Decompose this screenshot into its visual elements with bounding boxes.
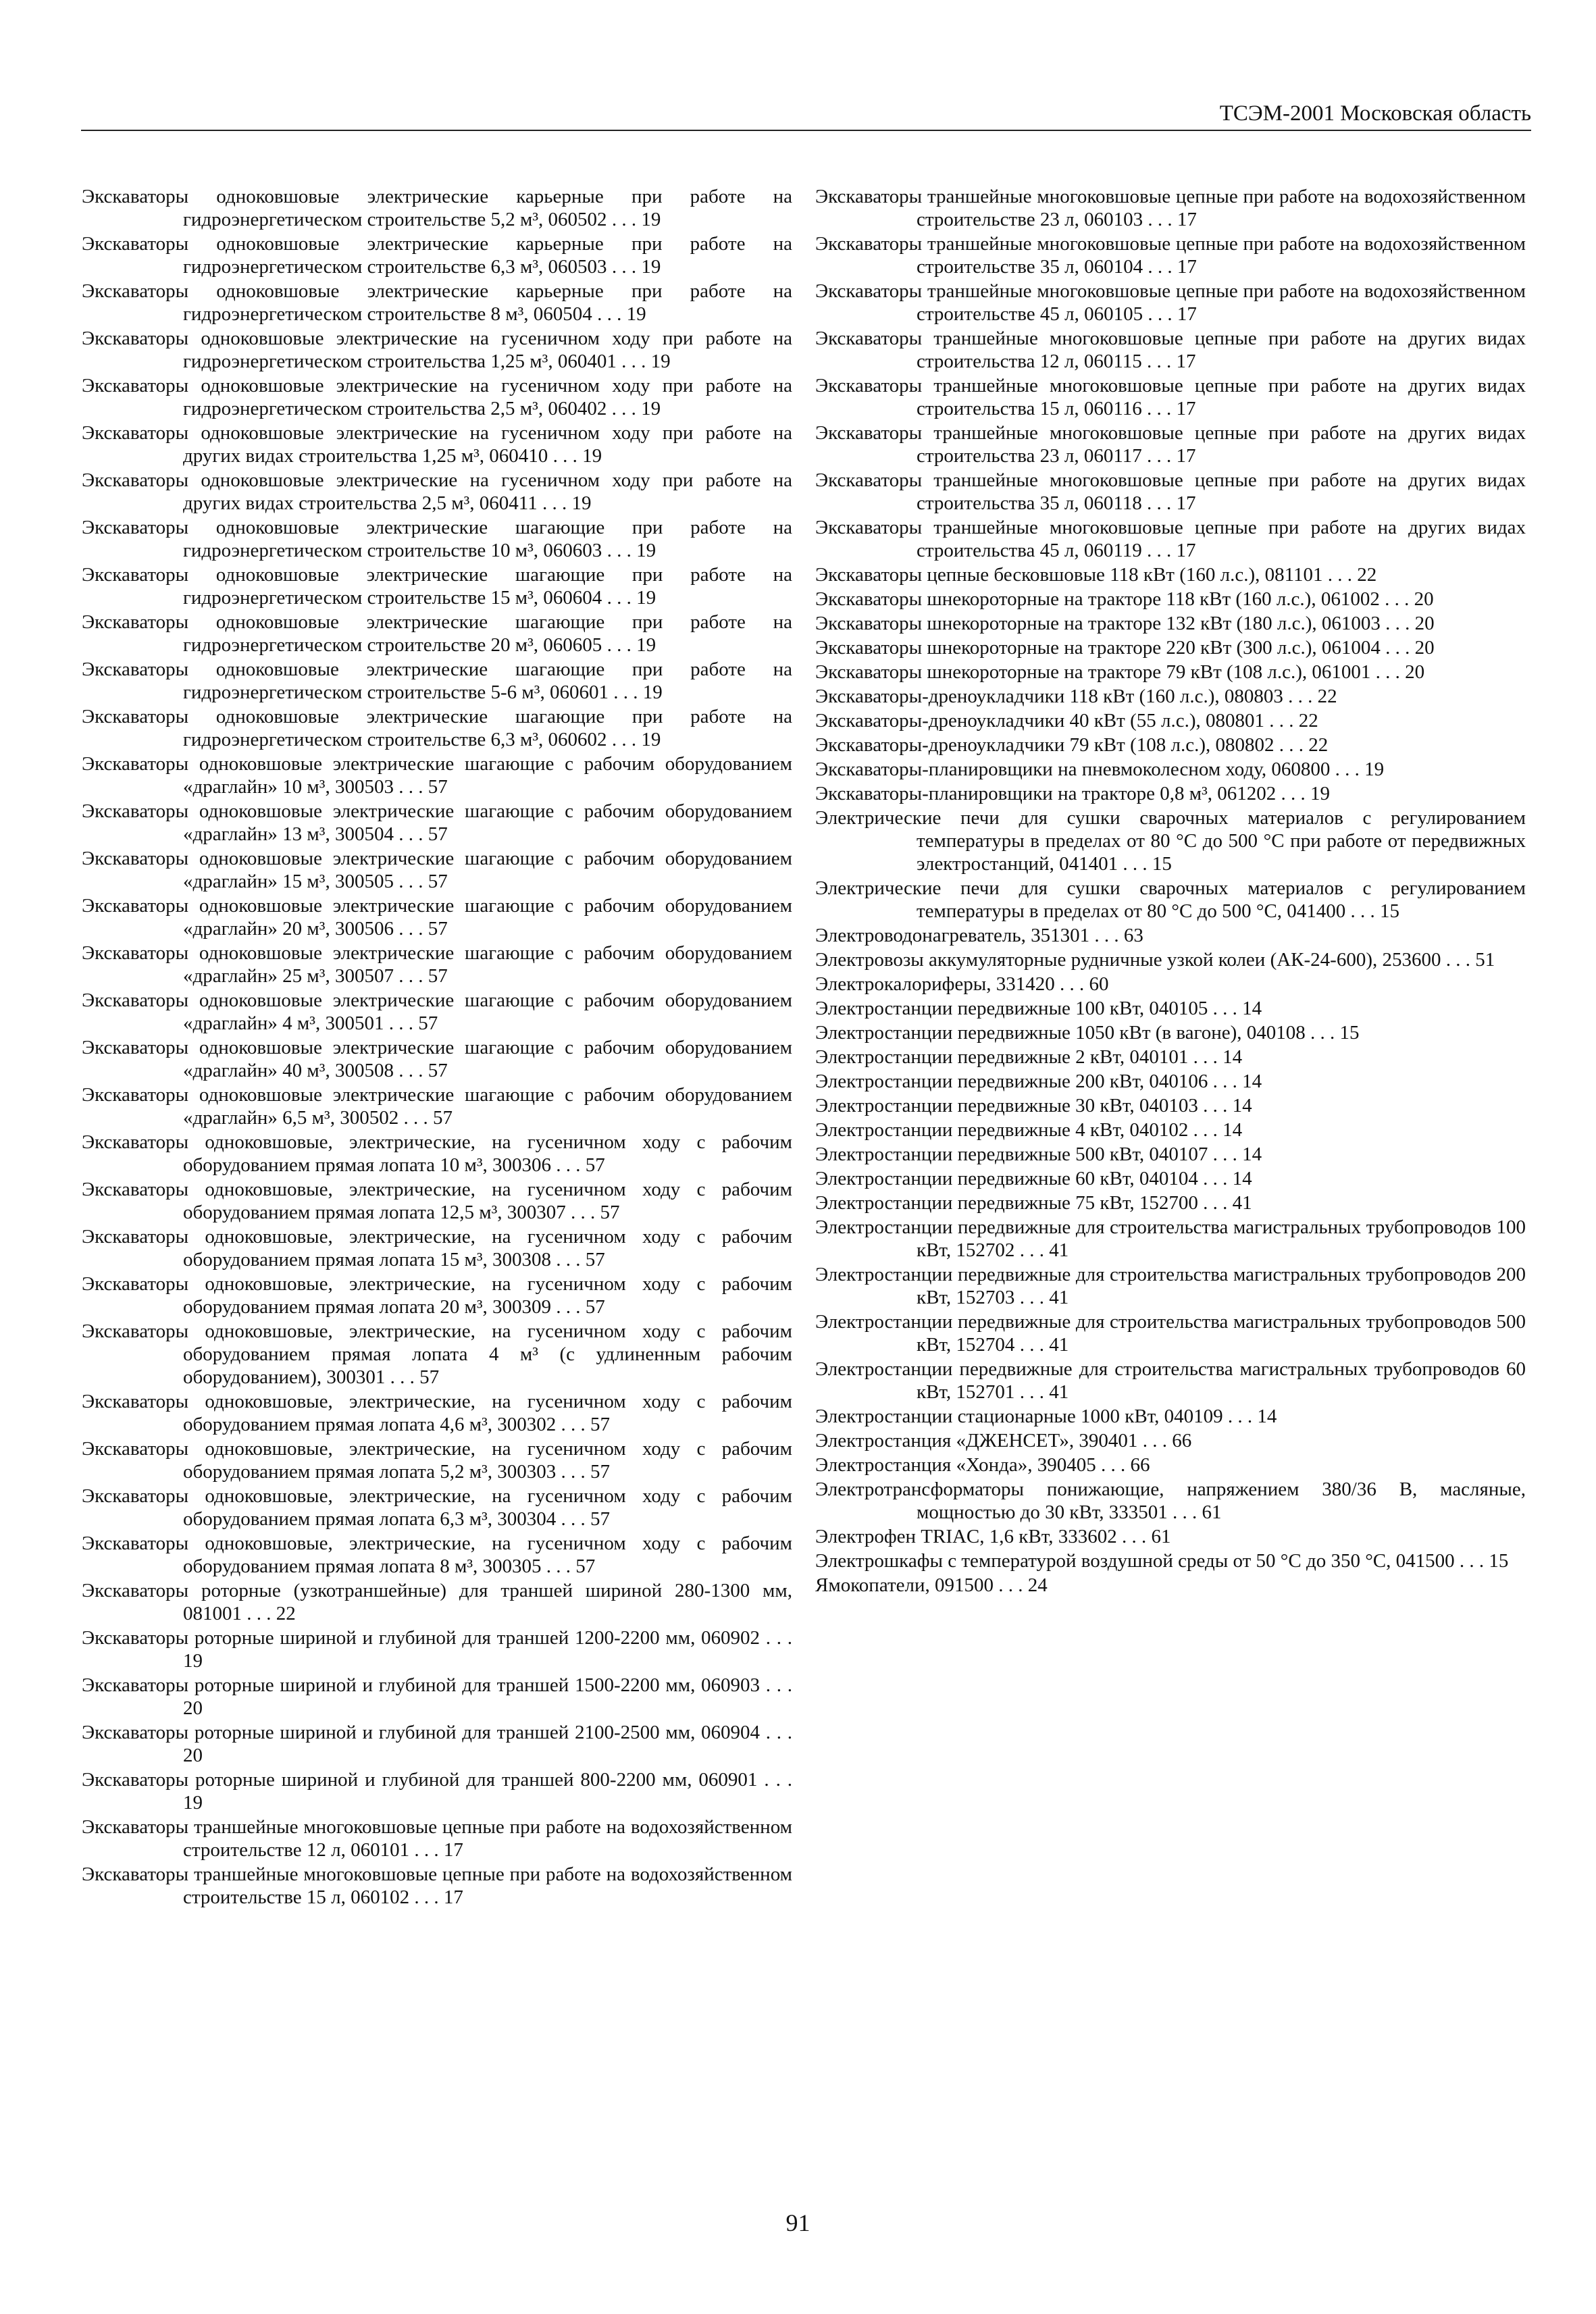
entry-page-ref: 22 [1308,734,1329,756]
index-entry: Электростанции передвижные для строительства магистральных трубопроводов 500 кВт, 152704 . . . 41 [815,1311,1526,1356]
entry-text: Экскаваторы одноковшовые, электрические, на гусеничном ходу с рабочим оборудованием прямая лопата 12,5 м³, 300307 [82,1179,792,1223]
index-entry: Экскаваторы одноковшовые, электрические, на гусеничном ходу с рабочим оборудованием прямая лопата 4,6 м³, 300302 . . . 57 [82,1391,792,1435]
entry-text: Экскаваторы шнекороторные на тракторе 79 кВт (108 л.с.), 061001 [815,661,1371,683]
entry-text: Экскаваторы траншейные многоковшовые цепные при работе на водохозяйственном строительстве 15 л, 060102 [82,1863,792,1908]
entry-page-ref: 57 [590,1461,611,1483]
index-entry: Экскаваторы-дреноукладчики 118 кВт (160 л.с.), 080803 . . . 22 [815,686,1337,707]
entry-page-ref: 61 [1151,1526,1171,1547]
entry-text: Электростанции передвижные 75 кВт, 152700 [815,1192,1198,1214]
entry-text: Экскаваторы одноковшовые электрические шагающие с рабочим оборудованием «драглайн» 25 м³, 300507 [82,942,792,987]
index-entry: Экскаваторы одноковшовые, электрические, на гусеничном ходу с рабочим оборудованием прямая лопата 5,2 м³, 300303 . . . 57 [82,1438,792,1483]
entry-text: Экскаваторы траншейные многоковшовые цепные при работе на водохозяйственном строительстве 23 л, 060103 [815,186,1526,230]
entry-page-ref: 19 [642,682,663,703]
entry-text: Экскаваторы роторные шириной и глубиной для траншей 1500-2200 мм, 060903 [82,1674,761,1696]
entry-text: Электростанции передвижные для строительства магистральных трубопроводов 60 кВт, 152701 [815,1358,1526,1403]
entry-text: Электростанции передвижные 500 кВт, 040107 [815,1143,1208,1165]
entry-text: Экскаваторы-планировщики на пневмоколесном ходу, 060800 [815,759,1331,780]
entry-text: Экскаваторы траншейные многоковшовые цепные при работе на других видах строительства 12 л, 060115 [815,328,1526,372]
entry-text: Экскаваторы одноковшовые электрические карьерные при работе на гидроэнергетическом строительстве 8 м³, 060504 [82,280,792,325]
index-entry: Экскаваторы одноковшовые электрические на гусеничном ходу при работе на других видах строительства 1,25 м³, 060410 . . . 19 [82,422,792,467]
entry-text: Экскаваторы траншейные многоковшовые цепные при работе на водохозяйственном строительстве 35 л, 060104 [815,233,1526,278]
index-entry: Экскаваторы-планировщики на пневмоколесном ходу, 060800 . . . 19 [815,759,1385,780]
entry-text: Экскаваторы одноковшовые, электрические, на гусеничном ходу с рабочим оборудованием прямая лопата 10 м³, 300306 [82,1131,792,1176]
index-entry: Экскаваторы шнекороторные на тракторе 79 кВт (108 л.с.), 061001 . . . 20 [815,661,1425,683]
entry-page-ref: 14 [1232,1095,1252,1116]
entry-text: Экскаваторы-планировщики на тракторе 0,8 м³, 061202 [815,783,1277,804]
entry-text: Электрические печи для сушки сварочных материалов с регулированием температуры в пределах от 80 °С до 500 °С при работе от передвижных электростанций, 041401 [815,807,1526,875]
entry-page-ref: 57 [590,1414,611,1435]
entry-page-ref: 15 [1339,1022,1360,1044]
entry-page-ref: 17 [1176,445,1196,467]
entry-page-ref: 17 [1176,492,1196,514]
index-entry: Экскаваторы траншейные многоковшовые цепные при работе на водохозяйственном строительстве 12 л, 060101 . . . 17 [82,1816,792,1861]
entry-page-ref: 41 [1049,1239,1069,1261]
index-entry: Экскаваторы роторные шириной и глубиной для траншей 1500-2200 мм, 060903 . . . 20 [82,1674,793,1719]
entry-page-ref: 19 [636,540,657,561]
entry-text: Экскаваторы одноковшовые электрические шагающие с рабочим оборудованием «драглайн» 4 м³, 300501 [82,989,792,1034]
entry-text: Экскаваторы одноковшовые электрические шагающие с рабочим оборудованием «драглайн» 20 м³, 300506 [82,895,792,940]
index-entry: Экскаваторы роторные шириной и глубиной для траншей 800-2200 мм, 060901 . . . 19 [82,1769,793,1814]
index-entry: Ямокопатели, 091500 . . . 24 [815,1574,1048,1596]
entry-page-ref: 57 [585,1249,605,1270]
entry-page-ref: 19 [641,209,661,230]
entry-page-ref: 20 [1405,661,1425,683]
entry-page-ref: 57 [585,1154,605,1176]
entry-page-ref: 14 [1222,1046,1243,1068]
index-entry: Экскаваторы одноковшовые электрические на гусеничном ходу при работе на других видах строительства 2,5 м³, 060411 . . . 19 [82,469,792,514]
index-entry: Экскаваторы траншейные многоковшовые цепные при работе на водохозяйственном строительстве 15 л, 060102 . . . 17 [82,1863,792,1908]
entry-page-ref: 41 [1049,1334,1069,1356]
entry-page-ref: 57 [428,776,448,798]
entry-page-ref: 57 [590,1508,611,1530]
index-entry: Экскаваторы траншейные многоковшовые цепные при работе на других видах строительства 12 л, 060115 . . . 17 [815,328,1526,372]
entry-page-ref: 51 [1475,949,1495,971]
entry-text: Электростанция «Хонда», 390405 [815,1454,1096,1476]
entry-text: Экскаваторы одноковшовые, электрические, на гусеничном ходу с рабочим оборудованием прямая лопата 15 м³, 300308 [82,1226,792,1270]
index-entry: Экскаваторы одноковшовые, электрические, на гусеничном ходу с рабочим оборудованием прямая лопата 10 м³, 300306 . . . 57 [82,1131,792,1176]
entry-page-ref: 19 [636,587,657,609]
entry-text: Экскаваторы траншейные многоковшовые цепные при работе на водохозяйственном строительстве 12 л, 060101 [82,1816,792,1861]
index-entry: Экскаваторы одноковшовые электрические шагающие при работе на гидроэнергетическом строительстве 20 м³, 060605 . . . 19 [82,611,792,656]
entry-text: Экскаваторы одноковшовые, электрические, на гусеничном ходу с рабочим оборудованием прямая лопата 5,2 м³, 300303 [82,1438,792,1483]
entry-text: Электровозы аккумуляторные рудничные узкой колеи (АК-24-600), 253600 [815,949,1441,971]
entry-page-ref: 14 [1232,1168,1252,1189]
index-entry: Электрокалориферы, 331420 . . . 60 [815,973,1109,995]
entry-page-ref: 41 [1049,1381,1069,1403]
entry-page-ref: 57 [428,871,448,892]
entry-page-ref: 66 [1130,1454,1150,1476]
header-title: ТСЭМ-2001 Московская область [1219,101,1531,126]
index-entry: Экскаваторы одноковшовые электрические шагающие при работе на гидроэнергетическом строительстве 6,3 м³, 060602 . . . 19 [82,706,792,750]
index-entry: Экскаваторы одноковшовые электрические шагающие с рабочим оборудованием «драглайн» 10 м³, 300503 . . . 57 [82,753,792,798]
entry-text: Ямокопатели, 091500 [815,1574,994,1596]
index-entry: Электровозы аккумуляторные рудничные узкой колеи (АК-24-600), 253600 . . . 51 [815,949,1495,971]
entry-text: Экскаваторы одноковшовые электрические на гусеничном ходу при работе на гидроэнергетическом строительства 2,5 м³, 060402 [82,375,792,419]
index-entry: Экскаваторы одноковшовые электрические шагающие с рабочим оборудованием «драглайн» 15 м³, 300505 . . . 57 [82,848,792,892]
entry-text: Экскаваторы одноковшовые электрические шагающие при работе на гидроэнергетическом строительстве 10 м³, 060603 [82,517,792,561]
entry-text: Электростанции передвижные 100 кВт, 040105 [815,998,1208,1019]
index-column-left [82,185,792,1910]
index-entry: Электростанция «ДЖЕНСЕТ», 390401 . . . 66 [815,1430,1192,1451]
entry-text: Электроводонагреватель, 351301 [815,925,1090,946]
entry-page-ref: 19 [183,1650,203,1672]
entry-page-ref: 22 [1298,710,1318,731]
index-entry: Экскаваторы траншейные многоковшовые цепные при работе на водохозяйственном строительстве 45 л, 060105 . . . 17 [815,280,1526,325]
entry-page-ref: 57 [428,1060,448,1081]
index-entry: Экскаваторы одноковшовые, электрические, на гусеничном ходу с рабочим оборудованием прямая лопата 8 м³, 300305 . . . 57 [82,1533,792,1577]
index-entry: Экскаваторы одноковшовые, электрические, на гусеничном ходу с рабочим оборудованием прямая лопата 6,3 м³, 300304 . . . 57 [82,1485,792,1530]
entry-page-ref: 20 [183,1745,203,1766]
entry-text: Экскаваторы траншейные многоковшовые цепные при работе на водохозяйственном строительстве 45 л, 060105 [815,280,1526,325]
entry-page-ref: 57 [585,1296,605,1318]
entry-text: Экскаваторы траншейные многоковшовые цепные при работе на других видах строительства 23 л, 060117 [815,422,1526,467]
entry-text: Электростанции передвижные 2 кВт, 040101 [815,1046,1189,1068]
entry-page-ref: 63 [1123,925,1143,946]
entry-text: Экскаваторы одноковшовые электрические шагающие с рабочим оборудованием «драглайн» 13 м³, 300504 [82,800,792,845]
entry-page-ref: 22 [276,1603,296,1624]
entry-page-ref: 19 [582,445,602,467]
page-number: 91 [786,2209,810,2236]
index-entry: Экскаваторы одноковшовые электрические на гусеничном ходу при работе на гидроэнергетическом строительства 1,25 м³, 060401 . . . 19 [82,328,792,372]
entry-page-ref: 19 [571,492,592,514]
entry-text: Экскаваторы роторные шириной и глубиной для траншей 1200-2200 мм, 060902 [82,1627,761,1649]
entry-text: Электростанции передвижные для строительства магистральных трубопроводов 500 кВт, 152704 [815,1311,1526,1356]
entry-page-ref: 22 [1317,686,1337,707]
index-entry: Электрофен TRIAC, 1,6 кВт, 333602 . . . 61 [815,1526,1171,1547]
entry-page-ref: 24 [1027,1574,1048,1596]
entry-page-ref: 15 [1489,1550,1509,1572]
index-entry: Экскаваторы-дреноукладчики 40 кВт (55 л.с.), 080801 . . . 22 [815,710,1318,731]
index-entry: Экскаваторы траншейные многоковшовые цепные при работе на водохозяйственном строительстве 35 л, 060104 . . . 17 [815,233,1526,278]
entry-text: Экскаваторы траншейные многоковшовые цепные при работе на других видах строительства 35 л, 060118 [815,469,1526,514]
entry-page-ref: 22 [1357,564,1377,586]
index-entry: Экскаваторы одноковшовые электрические шагающие с рабочим оборудованием «драглайн» 13 м³, 300504 . . . 57 [82,800,792,845]
entry-text: Экскаваторы-дреноукладчики 40 кВт (55 л.с.), 080801 [815,710,1264,731]
entry-page-ref: 14 [1257,1406,1277,1427]
entry-page-ref: 19 [1364,759,1385,780]
entry-text: Экскаваторы одноковшовые электрические на гусеничном ходу при работе на гидроэнергетическом строительства 1,25 м³, 060401 [82,328,792,372]
entry-text: Экскаваторы одноковшовые, электрические, на гусеничном ходу с рабочим оборудованием прямая лопата 20 м³, 300309 [82,1273,792,1318]
entry-page-ref: 17 [1176,351,1196,372]
running-header [81,100,1531,131]
entry-page-ref: 66 [1172,1430,1192,1451]
entry-text: Электрокалориферы, 331420 [815,973,1055,995]
entry-text: Экскаваторы одноковшовые, электрические, на гусеничном ходу с рабочим оборудованием прямая лопата 6,3 м³, 300304 [82,1485,792,1530]
entry-page-ref: 57 [432,1107,453,1129]
entry-text: Экскаваторы-дреноукладчики 79 кВт (108 л.с.), 080802 [815,734,1275,756]
entry-text: Электростанции передвижные 4 кВт, 040102 [815,1119,1189,1141]
index-entry: Экскаваторы траншейные многоковшовые цепные при работе на других видах строительства 45 л, 060119 . . . 17 [815,517,1526,561]
entry-text: Экскаваторы одноковшовые электрические карьерные при работе на гидроэнергетическом строительстве 6,3 м³, 060503 [82,233,792,278]
entry-text: Электрофен TRIAC, 1,6 кВт, 333602 [815,1526,1117,1547]
index-entry: Экскаваторы шнекороторные на тракторе 118 кВт (160 л.с.), 061002 . . . 20 [815,588,1434,610]
index-entry: Экскаваторы одноковшовые электрические шагающие при работе на гидроэнергетическом строительстве 15 м³, 060604 . . . 19 [82,564,792,609]
entry-text: Экскаваторы траншейные многоковшовые цепные при работе на других видах строительства 45 л, 060119 [815,517,1526,561]
entry-page-ref: 14 [1242,998,1262,1019]
entry-page-ref: 19 [641,729,661,750]
entry-text: Электростанция «ДЖЕНСЕТ», 390401 [815,1430,1138,1451]
entry-text: Электростанции передвижные 30 кВт, 040103 [815,1095,1198,1116]
index-entry: Экскаваторы одноковшовые электрические шагающие с рабочим оборудованием «драглайн» 4 м³, 300501 . . . 57 [82,989,792,1034]
entry-page-ref: 20 [1414,637,1435,659]
entry-page-ref: 19 [1310,783,1331,804]
entry-page-ref: 17 [1176,540,1196,561]
entry-text: Экскаваторы шнекороторные на тракторе 220 кВт (300 л.с.), 061004 [815,637,1381,659]
entry-text: Электрошкафы с температурой воздушной среды от 50 °С до 350 °С, 041500 [815,1550,1455,1572]
index-entry: Электростанция «Хонда», 390405 . . . 66 [815,1454,1150,1476]
index-entry: Электроводонагреватель, 351301 . . . 63 [815,925,1143,946]
entry-text: Экскаваторы одноковшовые электрические шагающие при работе на гидроэнергетическом строительстве 15 м³, 060604 [82,564,792,609]
entry-page-ref: 41 [1232,1192,1252,1214]
index-entry: Экскаваторы одноковшовые, электрические, на гусеничном ходу с рабочим оборудованием прямая лопата 15 м³, 300308 . . . 57 [82,1226,792,1270]
entry-text: Экскаваторы роторные шириной и глубиной для траншей 800-2200 мм, 060901 [82,1769,758,1791]
entry-page-ref: 19 [650,351,671,372]
entry-page-ref: 17 [1176,398,1196,419]
entry-text: Экскаваторы шнекороторные на тракторе 118 кВт (160 л.с.), 061002 [815,588,1380,610]
index-entry: Электрошкафы с температурой воздушной среды от 50 °С до 350 °С, 041500 . . . 15 [815,1550,1509,1572]
entry-page-ref: 19 [641,256,661,278]
entry-text: Экскаваторы одноковшовые электрические шагающие с рабочим оборудованием «драглайн» 40 м³, 300508 [82,1037,792,1081]
entry-page-ref: 57 [575,1555,596,1577]
entry-text: Экскаваторы шнекороторные на тракторе 132 кВт (180 л.с.), 061003 [815,613,1381,634]
index-entry: Экскаваторы одноковшовые электрические шагающие с рабочим оборудованием «драглайн» 40 м³, 300508 . . . 57 [82,1037,792,1081]
index-entry: Электрические печи для сушки сварочных материалов с регулированием температуры в пределах от 80 °С до 500 °С при работе от передвижных электростанций, 041401 . . . 15 [815,807,1526,875]
index-entry: Экскаваторы цепные бесковшовые 118 кВт (160 л.с.), 081101 . . . 22 [815,564,1377,586]
index-entry: Экскаваторы роторные шириной и глубиной для траншей 1200-2200 мм, 060902 . . . 19 [82,1627,793,1672]
index-entry: Экскаваторы шнекороторные на тракторе 220 кВт (300 л.с.), 061004 . . . 20 [815,637,1435,659]
entry-page-ref: 57 [419,1366,440,1388]
entry-page-ref: 17 [1177,209,1197,230]
entry-page-ref: 41 [1049,1287,1069,1308]
index-entry: Экскаваторы траншейные многоковшовые цепные при работе на других видах строительства 35 л, 060118 . . . 17 [815,469,1526,514]
index-entry: Экскаваторы роторные шириной и глубиной для траншей 2100-2500 мм, 060904 . . . 20 [82,1722,793,1766]
entry-page-ref: 61 [1202,1501,1222,1523]
entry-page-ref: 19 [183,1792,203,1814]
index-entry: Электростанции передвижные 60 кВт, 040104 . . . 14 [815,1168,1252,1189]
entry-page-ref: 57 [600,1202,620,1223]
index-entry: Экскаваторы одноковшовые электрические карьерные при работе на гидроэнергетическом строительстве 8 м³, 060504 . . . 19 [82,280,792,325]
entry-page-ref: 14 [1242,1143,1262,1165]
index-entry: Экскаваторы одноковшовые, электрические, на гусеничном ходу с рабочим оборудованием прямая лопата 4 м³ (с удлиненным рабочим оборудованием), 300301 . . . 57 [82,1320,792,1388]
entry-page-ref: 17 [443,1886,463,1908]
index-entry: Экскаваторы одноковшовые электрические карьерные при работе на гидроэнергетическом строительстве 5,2 м³, 060502 . . . 19 [82,186,792,230]
entry-text: Электротрансформаторы понижающие, напряжением 380/36 В, масляные, мощностью до 30 кВт, 333501 [815,1479,1526,1523]
index-entry: Экскаваторы траншейные многоковшовые цепные при работе на водохозяйственном строительстве 23 л, 060103 . . . 17 [815,186,1526,230]
index-entry: Экскаваторы-дреноукладчики 79 кВт (108 л.с.), 080802 . . . 22 [815,734,1329,756]
entry-text: Экскаваторы одноковшовые электрические шагающие с рабочим оборудованием «драглайн» 10 м³, 300503 [82,753,792,798]
index-entry: Электростанции стационарные 1000 кВт, 040109 . . . 14 [815,1406,1277,1427]
index-entry: Экскаваторы роторные (узкотраншейные) для траншей шириной 280-1300 мм, 081001 . . . 22 [82,1580,792,1624]
entry-page-ref: 15 [1152,853,1172,875]
entry-text: Экскаваторы цепные бесковшовые 118 кВт (160 л.с.), 081101 [815,564,1323,586]
entry-text: Экскаваторы одноковшовые электрические шагающие с рабочим оборудованием «драглайн» 15 м³, 300505 [82,848,792,892]
index-entry: Экскаваторы одноковшовые электрические шагающие при работе на гидроэнергетическом строительстве 10 м³, 060603 . . . 19 [82,517,792,561]
entry-text: Экскаваторы одноковшовые электрические шагающие при работе на гидроэнергетическом строительстве 5-6 м³, 060601 [82,659,792,703]
entry-text: Электростанции передвижные для строительства магистральных трубопроводов 100 кВт, 152702 [815,1216,1526,1261]
index-entry: Электростанции передвижные 4 кВт, 040102 . . . 14 [815,1119,1243,1141]
index-entry: Электростанции передвижные 2 кВт, 040101 . . . 14 [815,1046,1243,1068]
index-entry: Электростанции передвижные 200 кВт, 040106 . . . 14 [815,1071,1262,1092]
index-entry: Электростанции передвижные 500 кВт, 040107 . . . 14 [815,1143,1262,1165]
index-entry: Экскаваторы одноковшовые электрические на гусеничном ходу при работе на гидроэнергетическом строительства 2,5 м³, 060402 . . . 19 [82,375,792,419]
entry-page-ref: 17 [1177,256,1197,278]
index-entry: Электростанции передвижные 30 кВт, 040103 . . . 14 [815,1095,1252,1116]
entry-page-ref: 57 [428,823,448,845]
entry-page-ref: 17 [443,1839,463,1861]
index-entry: Экскаваторы одноковшовые электрические шагающие с рабочим оборудованием «драглайн» 6,5 м³, 300502 . . . 57 [82,1084,792,1129]
index-entry: Электростанции передвижные для строительства магистральных трубопроводов 200 кВт, 152703 . . . 41 [815,1264,1526,1308]
index-entry: Экскаваторы шнекороторные на тракторе 132 кВт (180 л.с.), 061003 . . . 20 [815,613,1435,634]
entry-page-ref: 19 [641,398,661,419]
entry-text: Экскаваторы одноковшовые электрические шагающие при работе на гидроэнергетическом строительстве 20 м³, 060605 [82,611,792,656]
entry-text: Электростанции стационарные 1000 кВт, 040109 [815,1406,1223,1427]
index-entry: Электрические печи для сушки сварочных материалов с регулированием температуры в пределах от 80 °С до 500 °С, 041400 . . . 15 [815,877,1526,922]
index-entry: Электростанции передвижные 100 кВт, 040105 . . . 14 [815,998,1262,1019]
entry-text: Электростанции передвижные для строительства магистральных трубопроводов 200 кВт, 152703 [815,1264,1526,1308]
entry-text: Экскаваторы роторные (узкотраншейные) для траншей шириной 280-1300 мм, 081001 [82,1580,792,1624]
index-entry: Экскаваторы одноковшовые электрические карьерные при работе на гидроэнергетическом строительстве 6,3 м³, 060503 . . . 19 [82,233,792,278]
index-entry: Электростанции передвижные 1050 кВт (в вагоне), 040108 . . . 15 [815,1022,1360,1044]
entry-text: Экскаваторы одноковшовые электрические шагающие с рабочим оборудованием «драглайн» 6,5 м³, 300502 [82,1084,792,1129]
index-entry: Экскаваторы траншейные многоковшовые цепные при работе на других видах строительства 23 л, 060117 . . . 17 [815,422,1526,467]
entry-page-ref: 20 [1414,613,1435,634]
entry-text: Экскаваторы роторные шириной и глубиной для траншей 2100-2500 мм, 060904 [82,1722,761,1743]
entry-page-ref: 20 [1414,588,1434,610]
entry-text: Электрические печи для сушки сварочных материалов с регулированием температуры в пределах от 80 °С до 500 °С, 041400 [815,877,1526,922]
entry-page-ref: 19 [636,634,657,656]
index-column-right [815,185,1526,1598]
entry-page-ref: 19 [626,303,646,325]
index-entry: Экскаваторы одноковшовые, электрические, на гусеничном ходу с рабочим оборудованием прямая лопата 12,5 м³, 300307 . . . 57 [82,1179,792,1223]
index-entry: Электростанции передвижные для строительства магистральных трубопроводов 100 кВт, 152702 . . . 41 [815,1216,1526,1261]
index-entry: Экскаваторы одноковшовые электрические шагающие при работе на гидроэнергетическом строительстве 5-6 м³, 060601 . . . 19 [82,659,792,703]
entry-text: Экскаваторы одноковшовые электрические карьерные при работе на гидроэнергетическом строительстве 5,2 м³, 060502 [82,186,792,230]
index-entry: Экскаваторы одноковшовые электрические шагающие с рабочим оборудованием «драглайн» 20 м³, 300506 . . . 57 [82,895,792,940]
entry-text: Экскаваторы одноковшовые электрические на гусеничном ходу при работе на других видах строительства 2,5 м³, 060411 [82,469,792,514]
index-entry: Электротрансформаторы понижающие, напряжением 380/36 В, масляные, мощностью до 30 кВт, 333501 . . . 61 [815,1479,1526,1523]
entry-page-ref: 57 [428,918,448,940]
index-entry: Экскаваторы одноковшовые электрические шагающие с рабочим оборудованием «драглайн» 25 м³, 300507 . . . 57 [82,942,792,987]
entry-text: Электростанции передвижные 200 кВт, 040106 [815,1071,1208,1092]
entry-text: Экскаваторы одноковшовые, электрические, на гусеничном ходу с рабочим оборудованием прямая лопата 4 м³ (с удлиненным рабочим оборудованием), 300301 [82,1320,792,1388]
index-entry: Экскаваторы траншейные многоковшовые цепные при работе на других видах строительства 15 л, 060116 . . . 17 [815,375,1526,419]
entry-page-ref: 14 [1222,1119,1243,1141]
entry-text: Экскаваторы одноковшовые, электрические, на гусеничном ходу с рабочим оборудованием прямая лопата 4,6 м³, 300302 [82,1391,792,1435]
entry-text: Электростанции передвижные 1050 кВт (в вагоне), 040108 [815,1022,1306,1044]
entry-text: Экскаваторы одноковшовые, электрические, на гусеничном ходу с рабочим оборудованием прямая лопата 8 м³, 300305 [82,1533,792,1577]
index-entry: Экскаваторы-планировщики на тракторе 0,8 м³, 061202 . . . 19 [815,783,1331,804]
entry-page-ref: 57 [418,1012,438,1034]
entry-text: Экскаваторы траншейные многоковшовые цепные при работе на других видах строительства 15 л, 060116 [815,375,1526,419]
index-entry: Экскаваторы одноковшовые, электрические, на гусеничном ходу с рабочим оборудованием прямая лопата 20 м³, 300309 . . . 57 [82,1273,792,1318]
index-entry: Электростанции передвижные 75 кВт, 152700 . . . 41 [815,1192,1252,1214]
entry-text: Экскаваторы одноковшовые электрические на гусеничном ходу при работе на других видах строительства 1,25 м³, 060410 [82,422,792,467]
entry-text: Экскаваторы-дреноукладчики 118 кВт (160 л.с.), 080803 [815,686,1283,707]
entry-page-ref: 57 [428,965,448,987]
entry-page-ref: 14 [1242,1071,1262,1092]
entry-page-ref: 60 [1089,973,1109,995]
entry-text: Электростанции передвижные 60 кВт, 040104 [815,1168,1198,1189]
entry-page-ref: 17 [1177,303,1197,325]
index-entry: Электростанции передвижные для строительства магистральных трубопроводов 60 кВт, 152701 . . . 41 [815,1358,1526,1403]
entry-page-ref: 15 [1380,900,1400,922]
entry-text: Экскаваторы одноковшовые электрические шагающие при работе на гидроэнергетическом строительстве 6,3 м³, 060602 [82,706,792,750]
entry-page-ref: 20 [183,1697,203,1719]
